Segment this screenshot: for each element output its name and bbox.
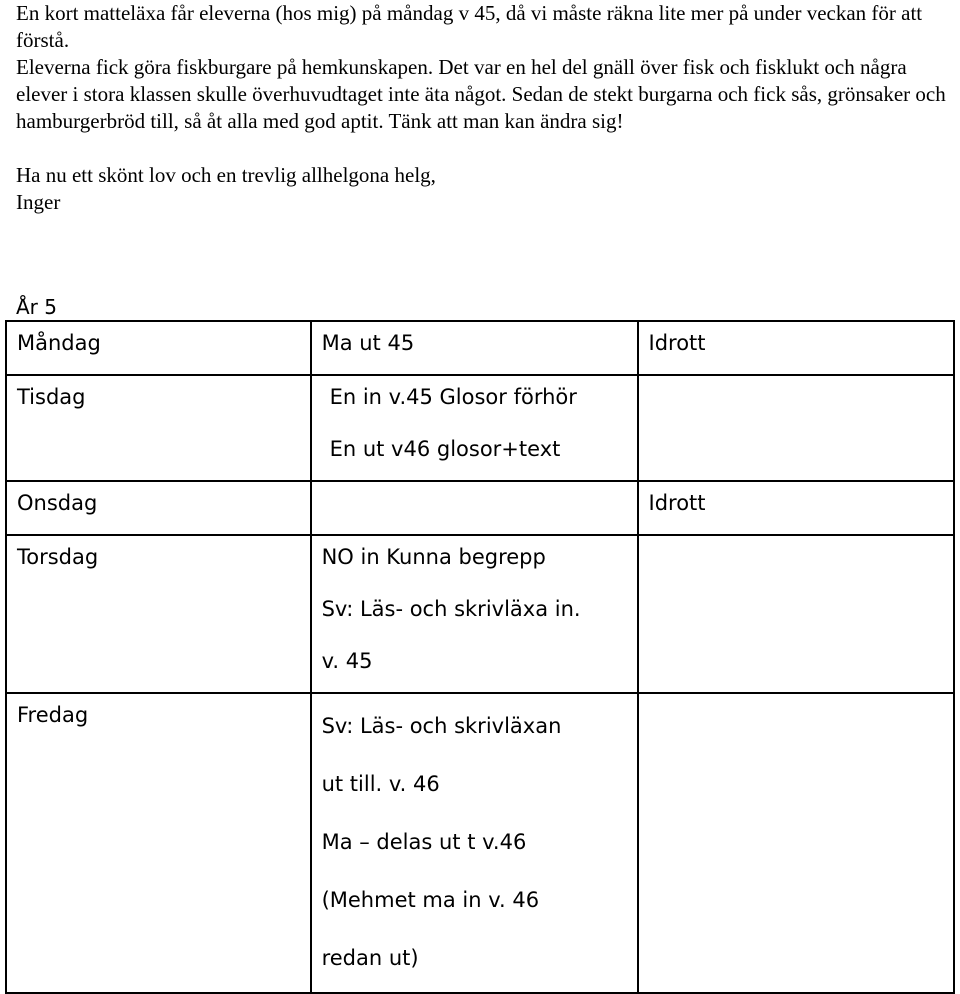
day-label: Onsdag [17, 491, 98, 515]
day-label: Torsdag [17, 545, 99, 569]
letter-paragraph: Eleverna fick göra fiskburgare på hemkunskapen. Det var en hel del gnäll över fisk och fisklukt och några elever i stora klassen skulle överhuvudtaget inte äta något. Sedan de stekt burgarna och fick sås, grönsaker och hamburgerbröd till, så åt alla med god aptit. Tänk att man kan ändra sig! [16, 55, 946, 133]
letter-text [16, 0, 946, 216]
day-label: Tisdag [17, 385, 86, 409]
homework-line: (Mehmet ma in v. 46 [321, 888, 540, 912]
letter-greeting: Ha nu ett skönt lov och en trevlig allhelgona helg, [16, 163, 436, 187]
day-label: Fredag [17, 703, 89, 727]
letter-signature: Inger [16, 190, 61, 214]
extra-label: Idrott [648, 331, 706, 355]
schedule-heading: År 5 [16, 295, 57, 319]
homework-schedule-table [5, 320, 955, 994]
homework-line: Ma ut 45 [321, 331, 415, 355]
homework-line: ut till. v. 46 [321, 772, 440, 796]
homework-line: En ut v46 glosor+text [329, 437, 561, 461]
extra-label [649, 536, 953, 588]
day-label: Måndag [17, 331, 101, 355]
table-row [6, 481, 954, 535]
homework-line: redan ut) [321, 946, 419, 970]
table-row [6, 535, 954, 693]
homework-line: Ma – delas ut t v.46 [321, 830, 527, 854]
homework-empty [322, 482, 637, 534]
homework-line: Sv: Läs- och skrivläxa in. [321, 597, 581, 621]
letter-intro: En kort matteläxa får eleverna (hos mig) på måndag v 45, då vi måste räkna lite mer på under veckan för att förstå. [16, 1, 923, 52]
extra-label: Idrott [648, 491, 706, 515]
table-row [6, 321, 954, 375]
homework-line: v. 45 [321, 649, 373, 673]
extra-label [649, 694, 953, 746]
homework-line: NO in Kunna begrepp [321, 545, 546, 569]
homework-line: Sv: Läs- och skrivläxan [321, 714, 562, 738]
extra-label [649, 376, 953, 428]
table-row [6, 375, 954, 481]
homework-line: En in v.45 Glosor förhör [329, 385, 577, 409]
table-row [6, 693, 954, 993]
